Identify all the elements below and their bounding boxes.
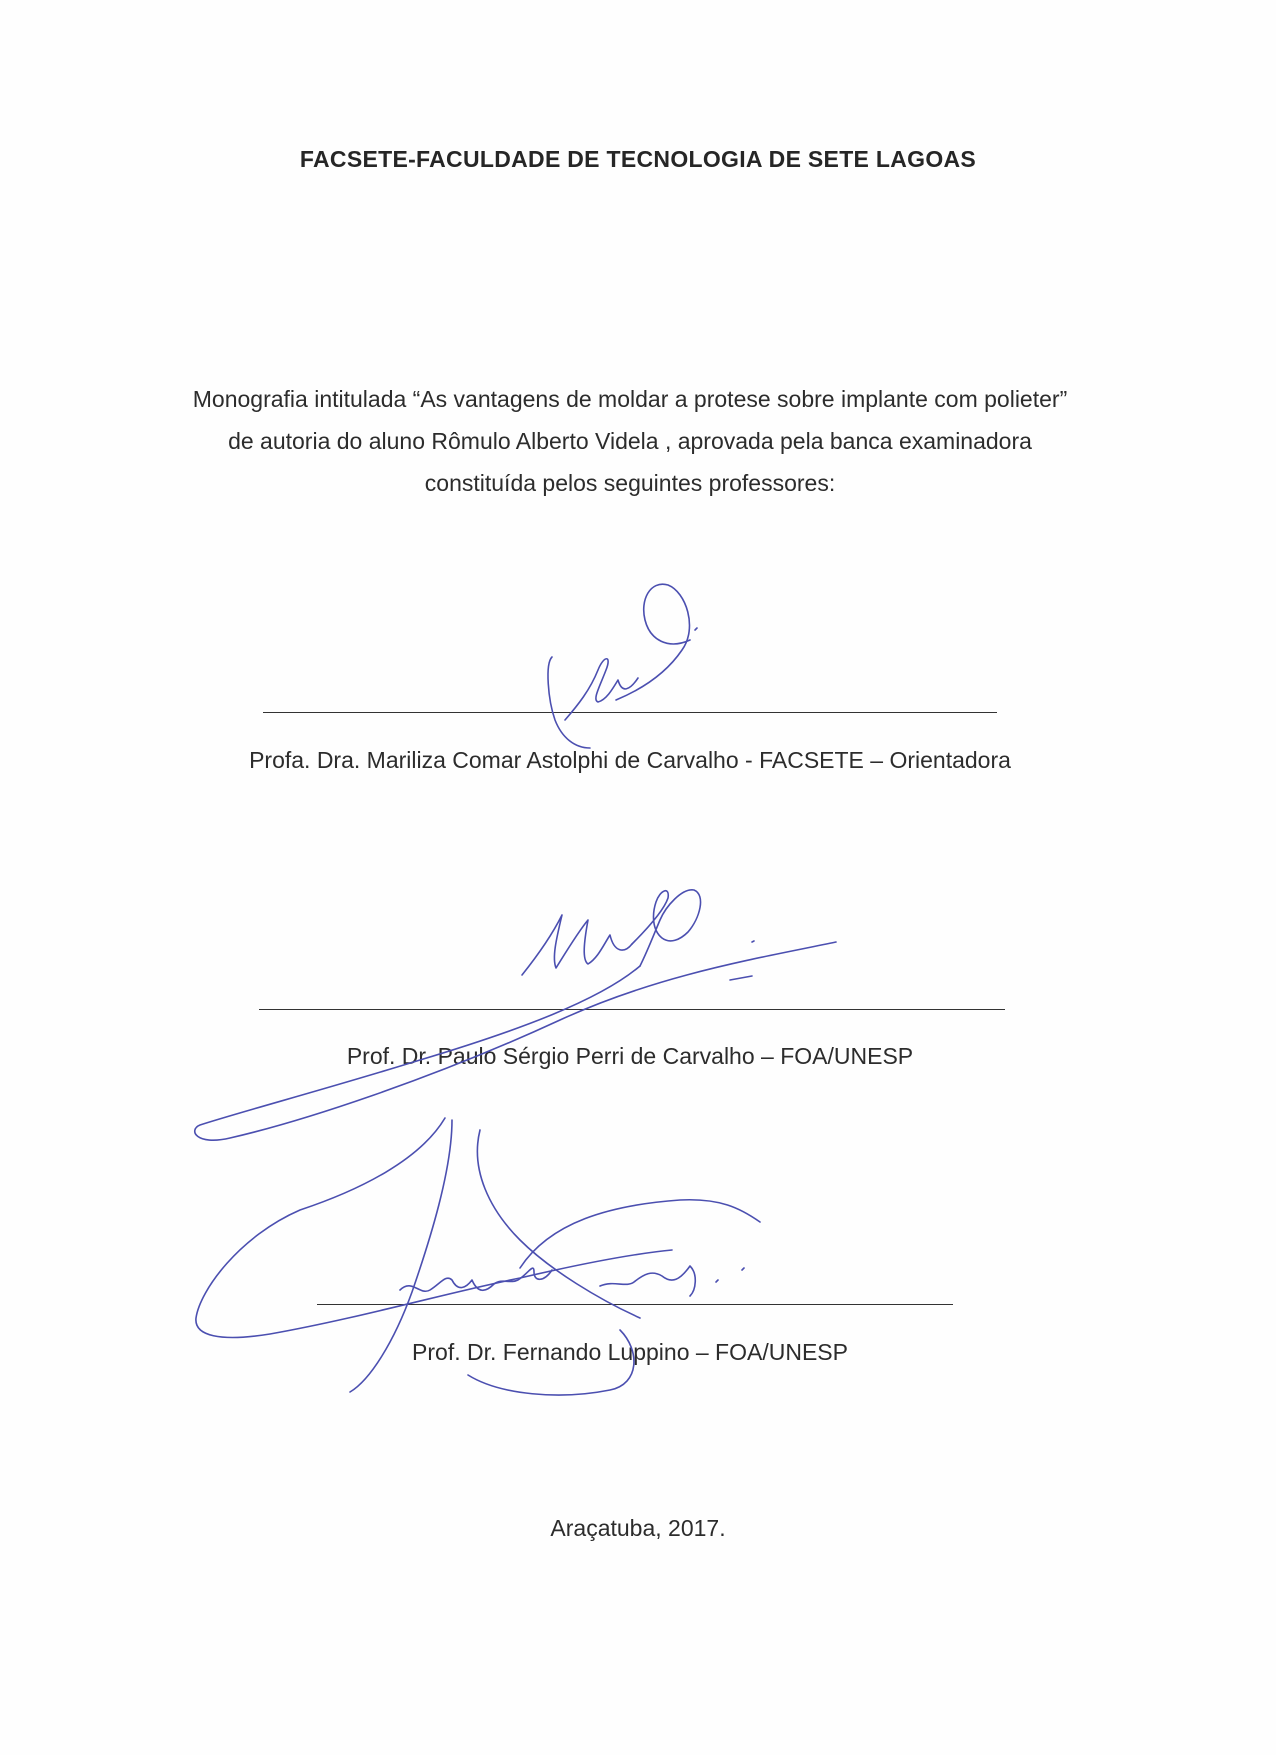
statement-line: constituída pelos seguintes professores: [424,470,836,496]
signature-stroke [695,628,697,630]
signature-stroke [520,1200,760,1268]
examiner-name: Prof. Dr. Fernando Luppino – FOA/UNESP [412,1339,848,1365]
statement-line: Monografia intitulada “As vantagens de moldar a protese sobre implante com polieter” [192,386,1068,412]
signature-stroke [730,976,752,980]
city-year: Araçatuba, 2017. [550,1515,726,1541]
signature-stroke [752,941,754,942]
signature-line [263,712,997,713]
signature-stroke [632,890,701,966]
statement-line: de autoria do aluno Rômulo Alberto Videla , aprovada pela banca examinadora [228,428,1032,454]
approval-statement [120,378,1140,504]
signature-line [317,1304,953,1305]
signature-stroke [600,1266,695,1296]
signature-stroke [522,915,632,975]
institution-heading: FACSETE-FACULDADE DE TECNOLOGIA DE SETE LAGOAS [299,146,977,172]
signature-2 [195,890,836,1140]
signature-line [259,1009,1005,1010]
signature-stroke [742,1268,744,1270]
examiner-name: Profa. Dra. Mariliza Comar Astolphi de Carvalho - FACSETE – Orientadora [249,747,1011,773]
signature-stroke [400,1268,552,1291]
signature-1 [548,584,697,748]
signature-stroke [565,659,638,720]
signature-stroke [195,942,836,1140]
signature-stroke [616,584,690,700]
examiner-name: Prof. Dr. Paulo Sérgio Perri de Carvalho – FOA/UNESP [346,1043,914,1069]
signature-stroke [548,657,590,748]
signature-stroke [716,1280,718,1282]
signature-stroke [477,1130,640,1318]
